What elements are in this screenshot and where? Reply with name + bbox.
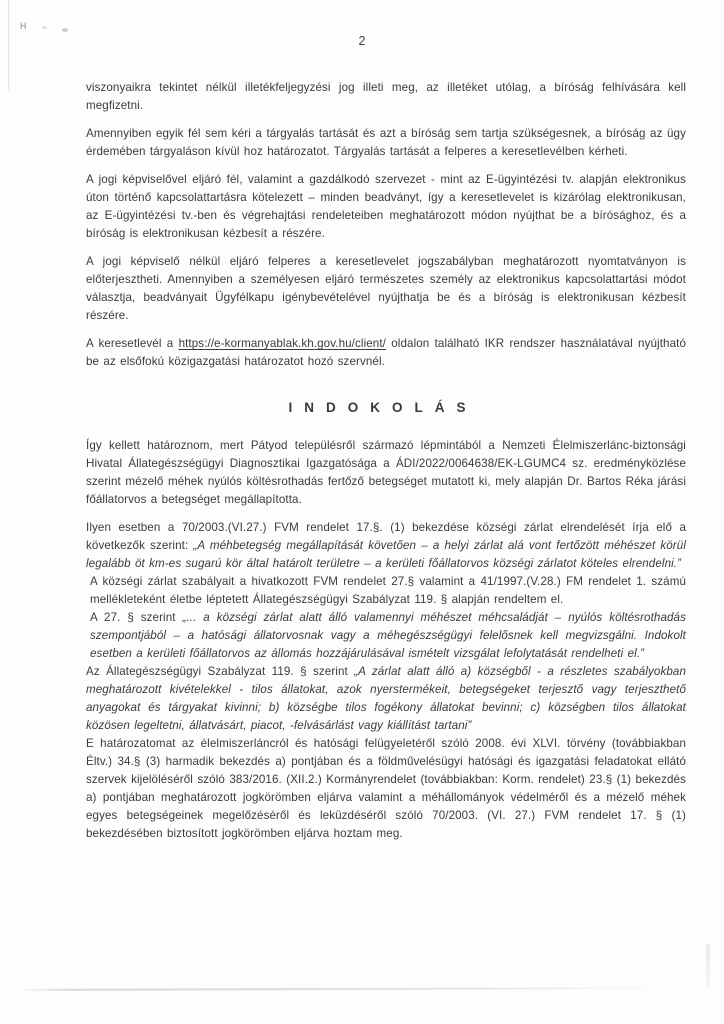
paragraph-text: A keresetlevél a bbox=[86, 337, 179, 350]
paragraph-legal-basis: E határozatomat az élelmiszerláncról és hatósági felügyeletéről szóló 2008. évi XLVI. törvény (továbbiakban Éltv.) 34.§ (3) harmadik bekezdés a) pontjában és a földművelésügyi hatósági és igazgatási feladatokat ellátó szervek kijelöléséről szóló 383/2016. (XII.2.) Kormányrendelet (továbbiakban: Korm. rendelet) 23.§ (1) bekezdés a) pontjában meghatározott jogkörömben eljárva valamint a méhállományok védelméről és a mézelő méhek egyes betegségeinek megelőzéséről és leküzdéséről szóló 70/2003. (VI. 27.) FVM rendelet 17. § (1) bekezdésében biztosított jogkörömben eljárva hoztam meg. bbox=[86, 737, 686, 840]
legal-citations-block bbox=[86, 519, 686, 843]
paragraph-justification-intro: Így kellett határoznom, mert Pátyod településről származó lépmintából a Nemzeti Élelmiszerlánc-biztonsági Hivatal Állategészségügyi Diagnosztikai Igazgatósága a ÁDI/2022/0064638/EK-LGUMC4 sz. eredményközlése szerint mézelő méhek nyúlós költésrothadás fertőző betegséget mutatott ki, mely alapján Dr. Bartos Réka járási főállatorvos a betegséget megállapította. bbox=[86, 439, 686, 506]
document-content bbox=[86, 79, 686, 843]
paragraph-text: Ilyen esetben a 70/2003.(VI.27.) FVM rendelet 17.§. (1) bekezdése községi zárlat elrendelését írja elő a következők szerint: bbox=[86, 521, 686, 552]
paragraph-zarlat-rules: A községi zárlat szabályait a hivatkozott FVM rendelet 27.§ valamint a 41/1997.(V.28.) FM rendelet 1. számú mellékleteként életbe léptetett Állategészségügyi Szabályzat 119. § alapján rendeltem el. bbox=[90, 575, 686, 606]
paragraph-text: oldalon található IKR rendszer használatával nyújtható be az elsőfokú közigazgatási határozatot hozó szervnél. bbox=[86, 337, 686, 368]
paragraph-fvm-17 bbox=[86, 519, 686, 573]
scan-smudge bbox=[62, 28, 68, 32]
quoted-regulation-text: „A méhbetegség megállapítását követően – a helyi zárlat alá vont fertőzött méhészet körül legalább öt km-es sugarú kör által határolt területre – a kerületi főállatorvos községi zárlatot köteles elrendelni.” bbox=[86, 539, 686, 570]
paragraph-ikr-system bbox=[86, 335, 686, 371]
scan-smudge bbox=[42, 26, 47, 29]
paragraph-without-representative: A jogi képviselő nélkül eljáró felperes a keresetlevelet jogszabályban meghatározott nyomtatványon is előterjesztheti. Amennyiben a személyesen eljáró természetes személy az elektronikus kapcsolattartási módot választja, beadványait Ügyfélkapu igénybevételével nyújthatja be és a bíróság is elektronikusan kézbesít részére. bbox=[86, 255, 686, 322]
section-heading-indokolas: INDOKOLÁS bbox=[288, 400, 478, 415]
paragraph-hearing: Amennyiben egyik fél sem kéri a tárgyalás tartását és azt a bíróság sem tartja szükségesnek, a bíróság az ügy érdemében tárgyaláson kívül hoz határozatot. Tárgyalás tartását a felperes a keresetlevélben kérheti. bbox=[86, 127, 686, 158]
paragraph-text: Az Állategészségügyi Szabályzat 119. § szerint bbox=[86, 665, 355, 678]
quoted-regulation-text: „A zárlat alatt álló a) községből - a részletes szabályokban meghatározott kivételekkel - tilos állatokat, azok nyerstermékeit, betegségeket terjesztő vagy terjeszthető anyagokat és tárgyakat kivinni; b) községbe tilos fogékony állatokat bevinni; c) községben tilos állatokat közösen legeltetni, állatvásárt, piacot, -felvásárlást vagy kiállítást tartani” bbox=[86, 665, 686, 732]
paragraph-section-119 bbox=[86, 663, 686, 735]
scan-smudge: H bbox=[20, 21, 27, 31]
scan-smudge-line bbox=[18, 987, 668, 991]
quoted-regulation-text: „... a községi zárlat alatt álló valamennyi méhészet méhcsaládját – nyúlós költésrothadás szempontjából – a hatósági állatorvosnak vagy a méhegészségügyi felelősnek kell megvizsgálni. Indokolt esetben a kerületi főállatorvos az állomás hozzájárulásával ismételt vizsgálat lefolytatását rendelheti el.” bbox=[90, 611, 686, 660]
paragraph-legal-representative: A jogi képviselővel eljáró fél, valamint a gazdálkodó szervezet - mint az E-ügyintézési tv. alapján elektronikus úton történő kapcsolattartásra kötelezett – minden beadványt, így a keresetlevelet is kizárólag elektronikusan, az E-ügyintézési tv.-ben és végrehajtási rendeleteiben meghatározott módon nyújthat be a bírósághoz, és a bíróság is elektronikusan kézbesít a részére. bbox=[86, 173, 686, 240]
paragraph-fee-note: viszonyaikra tekintet nélkül illetékfeljegyzési jog illeti meg, az illetéket utólag, a bíróság felhívására kell megfizetni. bbox=[86, 81, 686, 112]
paragraph-text: A 27. § szerint bbox=[90, 611, 183, 624]
ikr-portal-link[interactable]: https://e-kormanyablak.kh.gov.hu/client/ bbox=[178, 337, 386, 350]
paragraph-section-27 bbox=[86, 609, 686, 663]
page-number: 2 bbox=[358, 34, 366, 48]
scan-smudge bbox=[706, 944, 710, 990]
